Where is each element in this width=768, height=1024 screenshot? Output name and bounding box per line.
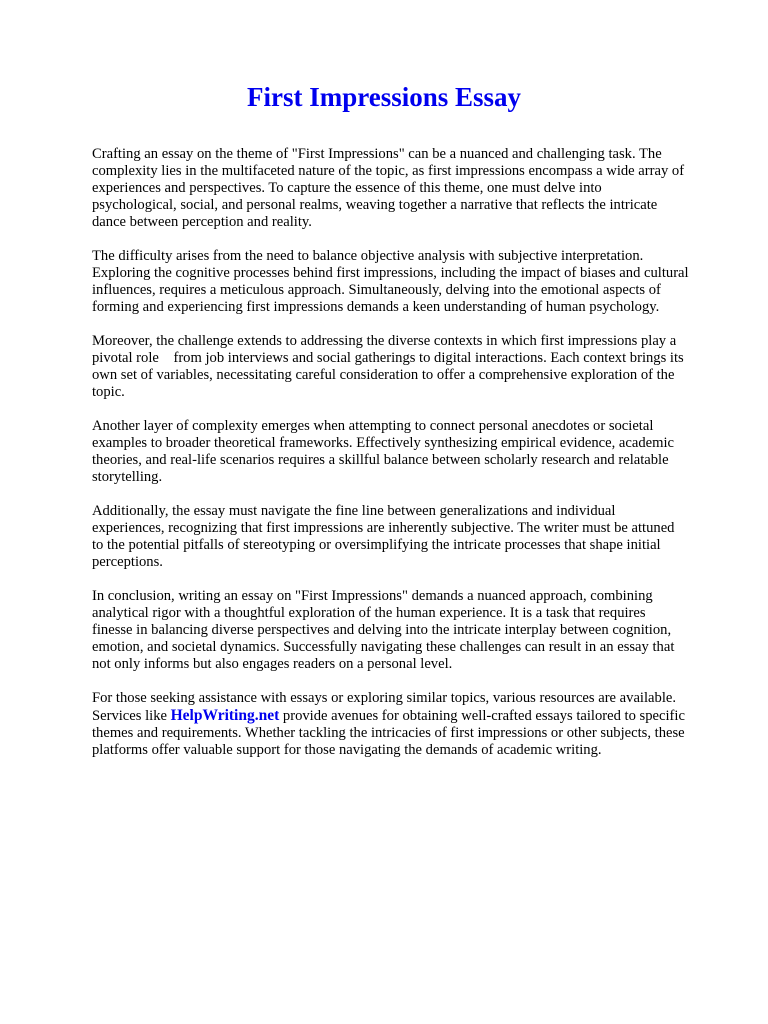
text-line: theories, and real-life scenarios requires a skillful balance between scholarly research and relatable [92,452,669,468]
text-line: topic. [92,384,125,400]
text-line: Moreover, the challenge extends to addressing the diverse contexts in which first impressions play a [92,333,677,349]
text-segment: Services like [92,708,171,724]
text-line: Crafting an essay on the theme of "First Impressions" can be a nuanced and challenging task. The [92,146,662,162]
text-line: storytelling. [92,469,163,485]
text-line: Additionally, the essay must navigate the fine line between generalizations and individual [92,503,616,519]
text-segment: provide avenues for obtaining well-crafted essays tailored to specific [279,708,685,724]
text-line: analytical rigor with a thoughtful exploration of the human experience. It is a task that requires [92,605,646,621]
text-line: dance between perception and reality. [92,214,312,230]
text-line: to the potential pitfalls of stereotyping or oversimplifying the intricate processes that shape initial [92,537,661,553]
text-line: not only informs but also engages readers on a personal level. [92,656,453,672]
text-line: influences, requires a meticulous approach. Simultaneously, delving into the emotional aspects of [92,282,661,298]
text-line: For those seeking assistance with essays or exploring similar topics, various resources are available. [92,690,676,706]
text-line: complexity lies in the multifaceted nature of the topic, as first impressions encompass a wide array of [92,163,685,179]
paragraph-3 [92,333,724,401]
text-line: psychological, social, and personal realms, weaving together a narrative that reflects the intricate [92,197,658,213]
text-line: The difficulty arises from the need to balance objective analysis with subjective interpretation. [92,248,644,264]
helpwriting-link[interactable]: HelpWriting.net [170,707,280,724]
text-line: Exploring the cognitive processes behind first impressions, including the impact of biases and cultural [92,265,689,281]
paragraph-5 [92,503,724,571]
text-line: experiences, recognizing that first impressions are inherently subjective. The writer must be attuned [92,520,675,536]
text-line: forming and experiencing first impressions demands a keen understanding of human psychology. [92,299,660,315]
paragraph-4 [92,418,724,486]
paragraph-closing [92,690,724,759]
paragraph-2 [92,248,724,316]
text-line: perceptions. [92,554,163,570]
essay-body [92,146,724,776]
text-line: platforms offer valuable support for those navigating the demands of academic writing. [92,742,602,758]
text-line: In conclusion, writing an essay on "First Impressions" demands a nuanced approach, combining [92,588,653,604]
text-line: experiences and perspectives. To capture the essence of this theme, one must delve into [92,180,602,196]
text-line [92,707,724,725]
text-line: emotion, and societal dynamics. Successfully navigating these challenges can result in an essay that [92,639,675,655]
paragraph-1 [92,146,724,231]
document-title: First Impressions Essay [246,82,522,112]
paragraph-6 [92,588,724,673]
text-line: pivotal role from job interviews and social gatherings to digital interactions. Each context brings its [92,350,684,366]
text-line: own set of variables, necessitating careful consideration to offer a comprehensive exploration of the [92,367,675,383]
text-line: finesse in balancing diverse perspectives and delving into the intricate interplay between cognition, [92,622,672,638]
text-line: Another layer of complexity emerges when attempting to connect personal anecdotes or societal [92,418,654,434]
text-line: examples to broader theoretical frameworks. Effectively synthesizing empirical evidence, academic [92,435,675,451]
text-line: themes and requirements. Whether tackling the intricacies of first impressions or other subjects, these [92,725,685,741]
